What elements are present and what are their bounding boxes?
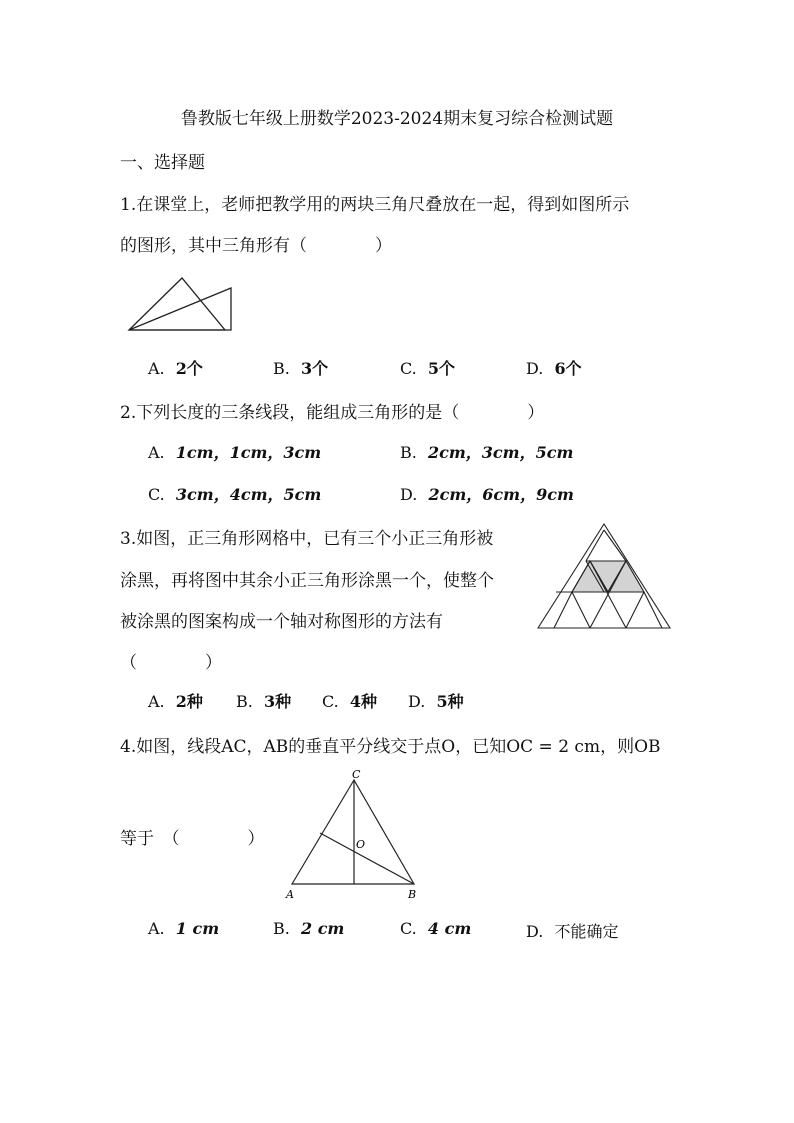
q2-option-a-letter: A. [148,443,165,462]
q4-option-c[interactable] [400,919,471,938]
q2-option-a-text: 1cm，1cm，3cm [175,443,322,462]
q2-option-b-letter: B. [400,443,417,462]
q4-option-a-letter: A. [148,919,165,938]
q4-option-a-text: 1 cm [175,919,220,938]
q4-option-b-letter: B. [273,919,290,938]
q1-option-a-letter: A. [148,359,165,378]
q1-option-c-letter: C. [400,359,417,378]
q4-option-d-text: 不能确定 [554,922,619,941]
q2-option-b-text: 2cm，3cm，5cm [427,443,574,462]
q3-option-d-text: 5种 [436,692,464,711]
q4-option-a[interactable] [148,919,219,938]
q3-stem-line4: （ ） [120,653,222,673]
q2-option-c-text: 3cm，4cm，5cm [175,485,322,504]
section-heading: 一、选择题 [120,153,205,173]
q4-option-c-text: 4 cm [427,919,472,938]
q1-option-c-text: 5个 [427,359,456,378]
q1-option-d-letter: D. [526,359,544,378]
q2-option-d-letter: D. [400,485,418,504]
q4-stem-line1: 4.如图，线段AC，AB的垂直平分线交于点O，已知OC = 2 cm，则OB [120,737,661,757]
q1-stem-line2: 的图形，其中三角形有（ ） [120,236,392,256]
q1-option-b-text: 3个 [300,359,329,378]
q3-option-a-text: 2种 [175,692,203,711]
q3-stem-line3: 被涂黑的图案构成一个轴对称图形的方法有 [120,612,443,632]
q1-option-b-letter: B. [273,359,290,378]
q3-option-b-letter: B. [236,692,253,711]
q4-triangle [292,780,414,884]
q3-option-c-text: 4种 [349,692,378,711]
q4-option-c-letter: C. [400,919,417,938]
q4-label-c: C [352,768,361,781]
page-title: 鲁教版七年级上册数学2023-2024期末复习综合检测试题 [180,109,614,129]
q3-option-c-letter: C. [322,692,339,711]
q4-label-a: A [286,888,294,901]
q3-stem-line2: 涂黑，再将图中其余小正三角形涂黑一个，使整个 [120,571,494,591]
q4-label-b: B [408,888,417,901]
q4-label-o: O [356,838,366,851]
q4-stem-line2: 等于 （ ） [120,829,265,849]
q1-stem-line1: 1.在课堂上，老师把教学用的两块三角尺叠放在一起，得到如图所示 [120,195,630,215]
q3-option-a-letter: A. [148,692,165,711]
q3-stem-line1: 3.如图，正三角形网格中，已有三个小正三角形被 [120,529,494,549]
q3-option-d-letter: D. [408,692,426,711]
q1-option-a-text: 2个 [175,359,203,378]
q2-option-c-letter: C. [148,485,165,504]
q2-option-d-text: 2cm，6cm，9cm [428,485,574,504]
q4-option-b[interactable] [273,919,344,938]
q4-option-d-letter: D. [526,922,544,941]
q1-option-d-text: 6个 [554,359,582,378]
q3-option-b-text: 3种 [263,692,292,711]
q4-option-b-text: 2 cm [300,919,345,938]
q4-option-d[interactable] [526,919,619,942]
q2-stem: 2.下列长度的三条线段，能组成三角形的是（ ） [120,403,545,423]
